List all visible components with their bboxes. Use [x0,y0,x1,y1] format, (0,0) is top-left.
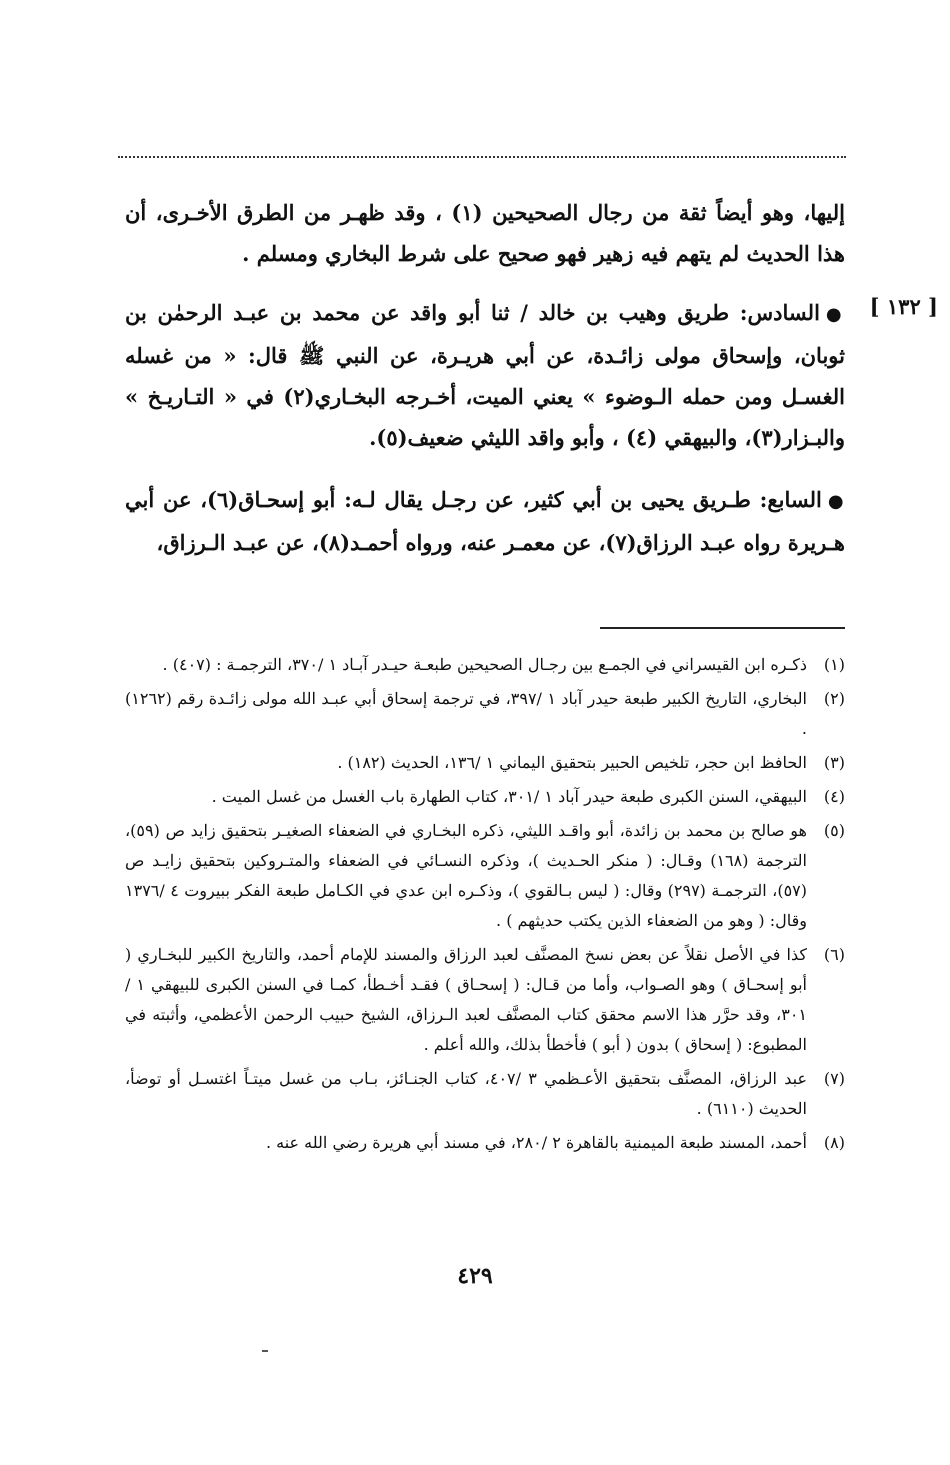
paragraph-body-seventh: : طـريق يحيى بن أبي كثير، عن رجـل يقال لـه: أبو إسحـاق(٦)، عن أبي هـريرة رواه عبـد الرزاق(٧)، عن معمـر عنه، ورواه أحمـد(٨)، عن عبـد الـرزاق، [125,487,845,555]
footnote-text: ذكـره ابن القيسراني في الجمـع بين رجـال الصحيحين طبعـة حيـدر آبـاد ١ /٣٧٠، الترجمـة : (٤٠٧) . [162,655,807,674]
footnote-item [125,650,845,680]
footnote-text: عبد الرزاق، المصنَّف بتحقيق الأعـظمي ٣ /٤٠٧، كتاب الجنـائز، بـاب من غسل ميتـاً اغتسـل أو توضأ، الحديث (٦١١٠) . [125,1069,807,1118]
footnote-number: (٨) [823,1133,845,1152]
paragraph-continuation: إليها، وهو أيضاً ثقة من رجال الصحيحين (١) ، وقد ظهـر من الطرق الأخـرى، أن هذا الحديث لم يتهم فيه زهير فهو صحيح على شرط البخاري ومسلم . [125,200,845,266]
paragraph-lead-seventh: السابع [767,487,822,512]
footnote-number: (٣) [823,753,845,772]
footnote-text: أحمد، المسند طبعة الميمنية بالقاهرة ٢ /٢٨٠، في مسند أبي هريرة رضي الله عنه . [265,1133,807,1152]
footnote-number: (٧) [823,1069,845,1088]
footnote-text: كذا في الأصل نقلاً عن بعض نسخ المصنَّف لعبد الرزاق والمسند للإمام أحمد، والتاريخ الكبير للبخـاري ( أبو إسحـاق ) وهو الصـواب، وأما من قـال: ( إسحـاق ) فقـد أخـطأ، كمـا في السنن الكبرى للبيهقي ١ /٣٠١، وقد حرَّر هذا الاسم محقق كتاب المصنَّف لعبد الـرزاق، الشيخ حبيب الرحمن الأعظمي، وأثبته في المطبوع: ( إسحاق ) بدون ( أبو ) فأخطأ بذلك، والله أعلم . [125,945,807,1054]
footnote-item [125,782,845,812]
footnote-item [125,1064,845,1124]
bullet-icon: ● [825,304,845,325]
page-number: ٤٢٩ [457,1263,493,1289]
footnote-separator [600,627,845,629]
paragraph-lead-sixth: السادس [747,300,820,325]
original-page-marker: [ ١٣٢ ] [869,294,938,319]
footnote-number: (٤) [823,787,845,806]
paragraph-sixth-route [125,292,845,458]
footnote-number: (١) [823,655,845,674]
footnote-number: (٢) [823,689,845,708]
footnote-item [125,684,845,744]
footnote-number: (٥) [823,821,845,840]
footnote-text: الحافظ ابن حجر، تلخيص الحبير بتحقيق اليماني ١ /١٣٦، الحديث (١٨٢) . [337,753,807,772]
footnotes-list [125,650,845,1162]
footnote-text: البخاري، التاريخ الكبير طبعة حيدر آباد ١ /٣٩٧، في ترجمة إسحاق أبي عبـد الله مولى زائـدة رقم (١٢٦٢) . [125,689,807,738]
footnote-item [125,748,845,778]
footnote-item [125,940,845,1060]
bullet-icon: ● [827,491,845,512]
footnote-number: (٦) [823,945,845,964]
footnote-item [125,1128,845,1158]
footnote-item [125,816,845,936]
paragraph-body-sixth: : طريق وهيب بن خالد / ثنا أبو واقد عن محمد بن عبـد الرحمٰن بن ثوبان، وإسحاق مولى زائـدة، عن أبي هريـرة، عن النبي ﷺ قال: « من غسله الغسـل ومن حمله الـوضوء » يعني الميت، أخـرجه البخـاري(٢) في « التـاريـخ » والبـزار(٣)، والبيهقي (٤) ، وأبو واقد الليثي ضعيف(٥). [125,300,845,450]
paragraph-seventh-route [125,479,845,563]
footnote-text: البيهقي، السنن الكبرى طبعة حيدر آباد ١ /٣٠١، كتاب الطهارة باب الغسل من غسل الميت . [211,787,807,806]
header-dotted-rule [118,156,846,158]
scan-speck [262,1350,268,1352]
footnote-text: هو صالح بن محمد بن زائدة، أبو واقـد الليثي، ذكره البخـاري في الضعفاء الصغيـر بتحقيق زايد ص (٥٩)، الترجمة (١٦٨) وقـال: ( منكر الحـديث )، وذكره النسـائي في الضعفاء والمتـروكين بتحقيق زايـد ص (٥٧)، الترجمـة (٢٩٧) وقال: ( ليس بـالقوي )، وذكـره ابن عدي في الكـامل طبعة الفكر ببيروت ٤ /١٣٧٦ وقال: ( وهو من الضعفاء الذين يكتب حديثهم ) . [125,821,808,930]
